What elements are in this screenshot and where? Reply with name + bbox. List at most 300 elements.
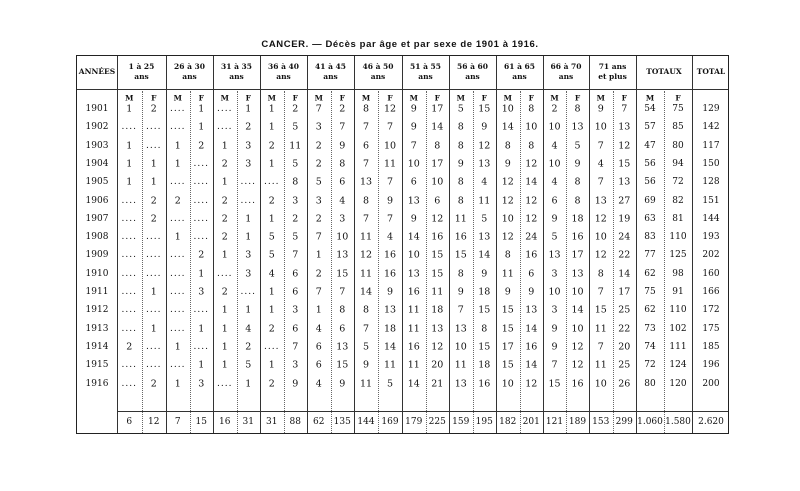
table-cell: 1 xyxy=(221,323,228,335)
table-cell: 9 xyxy=(457,286,464,298)
column-divider xyxy=(213,56,214,433)
total-cell: 2.620 xyxy=(698,417,724,427)
column-divider xyxy=(307,56,308,433)
table-cell: 7 xyxy=(315,103,322,115)
header-male: M xyxy=(173,93,182,103)
table-cell: 14 xyxy=(478,249,491,261)
table-cell: 5 xyxy=(481,213,488,225)
year-label: 1904 xyxy=(85,158,109,169)
table-cell: 7 xyxy=(597,140,604,152)
table-cell: 12 xyxy=(431,341,444,353)
table-cell: 62 xyxy=(644,305,656,316)
table-cell: 16 xyxy=(407,286,420,298)
table-cell: 4 xyxy=(597,158,604,170)
table-cell: 7 xyxy=(362,158,370,170)
table-cell: 7 xyxy=(292,249,299,261)
table-cell: .... xyxy=(170,177,186,188)
table-cell: .... xyxy=(170,213,186,224)
total-cell: 299 xyxy=(615,417,633,427)
year-label: 1912 xyxy=(85,305,109,316)
subcolumn-divider xyxy=(426,91,427,433)
table-cell: 15 xyxy=(431,268,444,280)
table-cell: .... xyxy=(193,232,209,243)
table-cell: 8 xyxy=(457,121,464,133)
column-divider xyxy=(260,56,261,433)
table-cell: 14 xyxy=(359,286,373,298)
table-cell: 11 xyxy=(359,231,373,243)
table-cell: .... xyxy=(146,232,162,243)
table-cell: 11 xyxy=(359,268,373,280)
header-age-group: 46 à 50 ans xyxy=(362,62,394,81)
table-cell: 10 xyxy=(336,231,349,243)
column-divider xyxy=(354,56,355,433)
table-cell: 13 xyxy=(383,304,397,316)
header-female: F xyxy=(151,93,157,103)
table-cell: 16 xyxy=(571,231,584,243)
table-cell: 2 xyxy=(292,103,299,115)
table-cell: 202 xyxy=(702,250,720,261)
header-female: F xyxy=(434,93,440,103)
table-cell: 8 xyxy=(292,176,299,188)
table-cell: .... xyxy=(121,268,137,279)
header-age-group: 71 ans et plus xyxy=(598,62,627,81)
subcolumn-divider xyxy=(613,91,614,433)
table-cell: 10 xyxy=(594,121,607,133)
table-cell: 13 xyxy=(478,231,491,243)
table-cell: 1 xyxy=(221,304,228,316)
table-cell: 11 xyxy=(594,359,607,371)
table-cell: .... xyxy=(146,305,162,316)
total-cell: 135 xyxy=(333,417,351,427)
table-cell: 9 xyxy=(597,103,604,115)
table-cell: 3 xyxy=(292,195,299,206)
table-cell: 1 xyxy=(268,213,275,225)
table-cell: 124 xyxy=(669,360,687,371)
table-cell: 4 xyxy=(315,323,322,335)
total-cell: 7 xyxy=(174,417,181,427)
table-cell: .... xyxy=(217,122,233,133)
table-cell: 1 xyxy=(315,249,322,261)
table-cell: 72 xyxy=(644,360,656,371)
table-cell: 9 xyxy=(481,121,488,133)
table-cell: .... xyxy=(121,250,137,261)
year-label: 1913 xyxy=(85,323,109,334)
table-cell: 9 xyxy=(292,378,299,389)
table-cell: 6 xyxy=(292,268,299,280)
table-cell: 110 xyxy=(669,305,687,316)
table-cell: 6 xyxy=(362,140,370,152)
table-cell: 5 xyxy=(551,231,558,243)
table-cell: 1 xyxy=(198,323,205,335)
table-cell: 2 xyxy=(292,213,299,225)
table-cell: 14 xyxy=(618,268,631,280)
table-cell: 1 xyxy=(221,140,228,152)
table-cell: 7 xyxy=(551,359,558,371)
subcolumn-divider xyxy=(378,91,379,433)
table-cell: 1 xyxy=(198,268,205,280)
table-cell: 1 xyxy=(268,304,275,316)
header-age-group: 26 à 30 ans xyxy=(174,62,205,81)
table-cell: 6 xyxy=(339,176,346,188)
table-cell: .... xyxy=(121,378,137,389)
header-male: M xyxy=(645,93,655,103)
year-label: 1911 xyxy=(85,287,109,297)
table-cell: .... xyxy=(121,232,137,243)
table-cell: 2 xyxy=(268,140,275,152)
table-cell: 185 xyxy=(702,341,720,352)
table-cell: .... xyxy=(121,360,137,371)
table-title: CANCER. — Décès par âge et par sexe de 1901 à 1916. xyxy=(261,39,539,50)
table-cell: 7 xyxy=(386,176,394,188)
table-cell: 1 xyxy=(221,176,228,188)
total-cell: 121 xyxy=(545,417,564,427)
table-cell: 9 xyxy=(386,286,394,298)
subcolumn-divider xyxy=(664,91,665,433)
table-cell: 16 xyxy=(478,378,491,389)
table-cell: 7 xyxy=(315,231,322,243)
header-female: F xyxy=(198,93,204,103)
table-cell: 10 xyxy=(407,158,420,170)
table-cell: 117 xyxy=(702,140,720,151)
year-label: 1916 xyxy=(85,378,109,389)
table-cell: 5 xyxy=(315,176,322,188)
table-cell: 13 xyxy=(548,249,561,261)
table-cell: 6 xyxy=(410,176,417,188)
table-cell: 3 xyxy=(198,378,205,389)
table-cell: 2 xyxy=(245,341,252,353)
table-cell: .... xyxy=(193,213,209,224)
table-cell: 10 xyxy=(383,140,397,152)
table-cell: 15 xyxy=(478,304,491,316)
header-male: M xyxy=(456,93,465,103)
table-cell: 5 xyxy=(292,231,299,243)
table-cell: 8 xyxy=(504,249,511,261)
table-cell: 9 xyxy=(339,378,346,389)
table-cell: .... xyxy=(170,323,186,334)
table-cell: 6 xyxy=(292,286,299,298)
table-cell: .... xyxy=(217,268,233,279)
table-cell: 7 xyxy=(339,121,346,133)
table-cell: 14 xyxy=(525,176,538,188)
table-cell: 14 xyxy=(501,121,514,133)
table-cell: 7 xyxy=(362,213,370,225)
table-cell: 15 xyxy=(431,249,444,261)
table-cell: 12 xyxy=(571,359,584,371)
table-cell: 6 xyxy=(528,268,535,280)
table-cell: 9 xyxy=(504,158,511,170)
table-cell: 56 xyxy=(644,177,656,188)
column-divider xyxy=(166,56,167,433)
subcolumn-divider xyxy=(284,91,285,433)
table-cell: 17 xyxy=(431,158,444,170)
table-cell: 82 xyxy=(672,195,684,206)
table-cell: 77 xyxy=(644,250,656,261)
table-cell: 8 xyxy=(481,323,488,335)
table-cell: 9 xyxy=(504,286,511,298)
header-male: M xyxy=(314,93,323,103)
table-cell: 9 xyxy=(410,103,417,115)
table-cell: .... xyxy=(170,104,186,114)
total-cell: 195 xyxy=(475,417,493,427)
table-cell: 85 xyxy=(672,122,684,133)
total-cell: 1.060 xyxy=(637,417,663,427)
table-cell: 1 xyxy=(221,359,228,371)
table-cell: 2 xyxy=(315,158,322,170)
table-cell: 11 xyxy=(431,286,444,298)
table-cell: .... xyxy=(170,122,186,133)
table-cell: 1 xyxy=(268,286,275,298)
table-cell: 14 xyxy=(571,304,584,316)
table-cell: 9 xyxy=(386,195,394,206)
table-cell: 5 xyxy=(362,341,370,353)
header-total: TOTAL xyxy=(696,67,726,76)
table-cell: 10 xyxy=(501,103,514,115)
table-cell: 57 xyxy=(644,122,656,133)
table-cell: 80 xyxy=(644,378,656,389)
table-cell: .... xyxy=(193,195,209,206)
table-cell: 2 xyxy=(198,140,205,152)
table-cell: 12 xyxy=(618,140,631,152)
column-divider xyxy=(496,56,497,433)
table-cell: .... xyxy=(170,268,186,279)
table-cell: .... xyxy=(146,250,162,261)
table-cell: 193 xyxy=(702,232,720,243)
table-cell: 1 xyxy=(150,286,157,298)
table-cell: 5 xyxy=(292,158,299,170)
table-cell: 21 xyxy=(431,378,444,389)
table-cell: .... xyxy=(193,341,209,352)
header-age-group: 31 à 35 ans xyxy=(221,62,252,81)
table-cell: 7 xyxy=(292,341,299,353)
table-cell: 8 xyxy=(597,268,604,280)
table-cell: 16 xyxy=(383,268,397,280)
subcolumn-divider xyxy=(566,91,567,433)
table-cell: 63 xyxy=(644,213,656,224)
table-cell: 11 xyxy=(407,359,420,371)
year-label: 1901 xyxy=(85,104,109,114)
table-cell: 13 xyxy=(431,323,444,335)
table-cell: 16 xyxy=(383,249,397,261)
table-cell: .... xyxy=(146,341,162,352)
table-cell: 10 xyxy=(594,231,607,243)
table-cell: 7 xyxy=(339,286,346,298)
header-female: F xyxy=(481,93,487,103)
header-female: F xyxy=(292,93,298,103)
table-cell: 5 xyxy=(386,378,394,389)
table-cell: 13 xyxy=(336,341,349,353)
table-cell: 1 xyxy=(245,378,252,389)
table-cell: 5 xyxy=(268,249,275,261)
table-cell: 13 xyxy=(618,121,631,133)
table-cell: 14 xyxy=(407,231,420,243)
table-cell: 10 xyxy=(501,378,514,389)
header-female: F xyxy=(574,93,581,103)
header-male: M xyxy=(409,93,418,103)
table-cell: 5 xyxy=(292,121,299,133)
table-cell: 3 xyxy=(339,213,346,225)
table-cell: 2 xyxy=(339,103,346,115)
table-cell: 24 xyxy=(525,231,538,243)
total-cell: 169 xyxy=(381,417,399,427)
table-cell: 1 xyxy=(221,249,228,261)
header-age-group: 36 à 40 ans xyxy=(268,62,299,81)
table-cell: 4 xyxy=(315,378,322,389)
table-cell: 15 xyxy=(454,249,467,261)
table-cell: 17 xyxy=(431,103,444,115)
header-age-group: 51 à 55 ans xyxy=(410,62,441,81)
table-cell: 98 xyxy=(672,268,684,279)
table-cell: 7 xyxy=(597,176,604,188)
table-cell: .... xyxy=(146,360,162,371)
year-label: 1908 xyxy=(85,232,109,243)
table-cell: 8 xyxy=(574,195,581,206)
table-cell: .... xyxy=(121,195,137,206)
table-cell: 2 xyxy=(221,195,228,206)
table-cell: 9 xyxy=(457,158,464,170)
table-cell: 16 xyxy=(571,378,584,389)
table-cell: 13 xyxy=(336,249,349,261)
table-cell: .... xyxy=(193,305,209,316)
table-cell: 27 xyxy=(618,195,631,206)
table-cell: 13 xyxy=(571,268,584,280)
table-cell: 9 xyxy=(528,286,535,298)
table-cell: 11 xyxy=(289,140,302,152)
table-cell: 16 xyxy=(525,341,538,353)
header-female: F xyxy=(528,93,534,103)
table-cell: 1 xyxy=(126,176,133,188)
header-age-group: 41 à 45 ans xyxy=(315,62,346,81)
table-cell: 75 xyxy=(672,104,684,114)
header-male: M xyxy=(267,93,276,103)
table-cell: 73 xyxy=(644,323,656,334)
table-cell: 1 xyxy=(174,158,181,170)
table-cell: 12 xyxy=(594,213,607,225)
table-cell: 94 xyxy=(672,158,684,169)
table-cell: 3 xyxy=(315,121,322,133)
total-cell: 144 xyxy=(357,417,375,427)
table-cell: 2 xyxy=(150,213,157,225)
table-cell: 10 xyxy=(454,341,467,353)
total-cell: 225 xyxy=(428,417,446,427)
table-cell: 8 xyxy=(504,140,511,152)
table-cell: 15 xyxy=(478,341,491,353)
table-cell: 11 xyxy=(383,158,397,170)
table-cell: 16 xyxy=(407,341,420,353)
table-cell: 69 xyxy=(644,195,656,206)
table-cell: 12 xyxy=(571,341,584,353)
table-cell: 6 xyxy=(434,195,441,206)
table-cell: 1 xyxy=(245,213,252,225)
table-cell: .... xyxy=(121,287,137,297)
table-cell: 7 xyxy=(621,103,628,115)
year-label: 1910 xyxy=(85,268,109,279)
table-cell: 15 xyxy=(548,378,561,389)
table-cell: .... xyxy=(121,305,137,316)
table-cell: .... xyxy=(240,195,256,206)
total-cell: 189 xyxy=(568,417,587,427)
table-cell: 15 xyxy=(336,359,349,371)
table-cell: .... xyxy=(170,305,186,316)
total-cell: 88 xyxy=(289,417,301,427)
table-cell: 2 xyxy=(315,213,322,225)
table-cell: 1 xyxy=(245,231,252,243)
table-cell: 166 xyxy=(702,287,720,297)
table-cell: 9 xyxy=(551,213,558,225)
table-cell: 10 xyxy=(501,213,514,225)
subcolumn-divider xyxy=(190,91,191,433)
table-cell: 8 xyxy=(434,140,441,152)
header-age-group: 61 à 65 ans xyxy=(504,62,535,81)
table-cell: 7 xyxy=(457,304,464,316)
table-cell: 8 xyxy=(457,140,464,152)
table-cell: 11 xyxy=(594,323,607,335)
table-cell: 83 xyxy=(644,232,656,243)
table-cell: 13 xyxy=(407,268,420,280)
table-cell: 9 xyxy=(362,359,370,371)
table-cell: 142 xyxy=(702,122,720,133)
table-cell: 12 xyxy=(431,213,444,225)
table-cell: 20 xyxy=(618,341,631,353)
table-cell: 17 xyxy=(618,286,631,298)
column-divider xyxy=(543,56,544,433)
table-cell: 10 xyxy=(548,286,561,298)
table-cell: 3 xyxy=(315,195,322,206)
table-cell: 7 xyxy=(386,213,394,225)
table-cell: 1 xyxy=(174,140,181,152)
table-cell: .... xyxy=(121,122,137,133)
table-cell: 54 xyxy=(644,104,656,114)
table-cell: 74 xyxy=(644,341,656,352)
table-cell: 15 xyxy=(594,304,607,316)
table-cell: 1 xyxy=(268,158,275,170)
table-cell: 22 xyxy=(618,323,631,335)
table-cell: 4 xyxy=(551,140,558,152)
table-cell: 4 xyxy=(386,231,394,243)
total-cell: 201 xyxy=(522,417,540,427)
table-cell: 17 xyxy=(501,341,514,353)
table-cell: 80 xyxy=(672,140,684,151)
table-cell: .... xyxy=(264,341,280,352)
table-cell: 1 xyxy=(268,121,275,133)
table-cell: 8 xyxy=(457,268,464,280)
table-cell: 7 xyxy=(386,121,394,133)
table-cell: 200 xyxy=(702,378,720,389)
table-cell: 13 xyxy=(525,304,538,316)
table-cell: 11 xyxy=(501,268,514,280)
table-cell: 6 xyxy=(339,323,346,335)
subcolumn-divider xyxy=(142,91,143,433)
table-cell: 14 xyxy=(407,378,420,389)
subcolumn-divider xyxy=(473,91,474,433)
table-cell: 8 xyxy=(362,103,370,115)
table-cell: 22 xyxy=(618,249,631,261)
year-label: 1909 xyxy=(85,250,109,261)
table-cell: .... xyxy=(121,213,137,224)
total-cell: 6 xyxy=(126,417,133,427)
total-cell: 159 xyxy=(452,417,470,427)
header-age-group: 1 à 25 ans xyxy=(128,62,155,81)
table-cell: .... xyxy=(193,158,209,169)
table-cell: 8 xyxy=(457,195,464,206)
table-cell: 20 xyxy=(431,359,444,371)
table-cell: 10 xyxy=(571,286,584,298)
statistics-table xyxy=(76,55,729,434)
table-cell: 2 xyxy=(245,121,252,133)
header-age-group: 66 à 70 ans xyxy=(550,62,582,81)
table-cell: 144 xyxy=(702,213,720,224)
table-cell: 7 xyxy=(410,140,417,152)
table-cell: 11 xyxy=(454,213,467,225)
